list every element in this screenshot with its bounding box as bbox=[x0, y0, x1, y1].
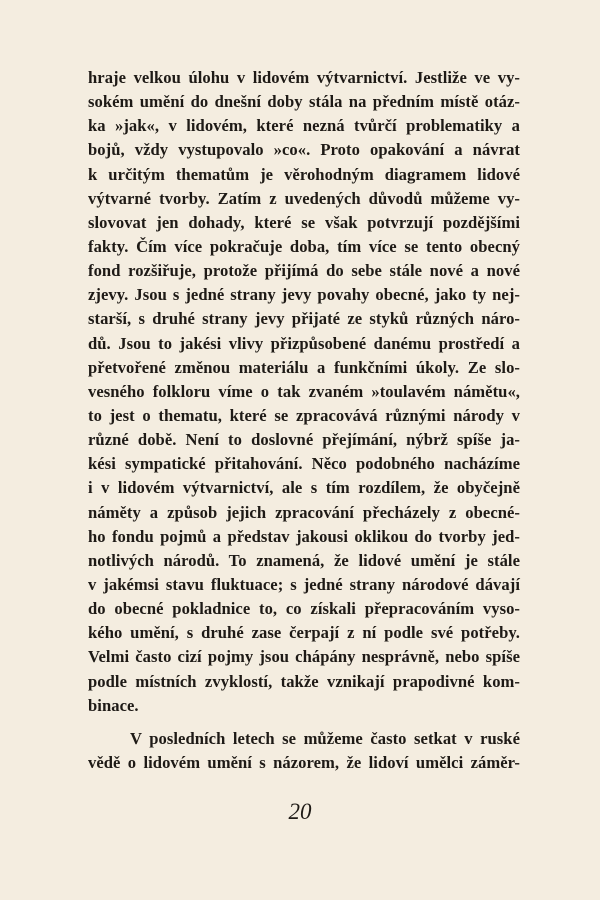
text-line: dů. Jsou to jakési vlivy přizpůsobené danému prostředí a bbox=[88, 333, 520, 353]
text-line: vesného folkloru víme o tak zvaném »toulavém námětu«, bbox=[88, 381, 520, 401]
text-line: notlivých národů. To znamená, že lidové umění je stále bbox=[88, 550, 520, 570]
body-text bbox=[88, 66, 520, 775]
text-line-indented: V posledních letech se můžeme často setkat v ruské bbox=[130, 728, 520, 748]
text-line: vědě o lidovém umění s názorem, že lidoví umělci záměr- bbox=[88, 752, 520, 772]
text-line: ho fondu pojmů a představ jakousi oklikou do tvorby jed- bbox=[88, 526, 520, 546]
text-line: k určitým thematům je věrohodným diagramem lidové bbox=[88, 164, 520, 184]
page-number: 20 bbox=[288, 799, 312, 824]
text-line: zjevy. Jsou s jedné strany jevy povahy obecné, jako ty nej- bbox=[88, 285, 520, 305]
text-line: slovovat jen dohady, které se však potvrzují pozdějšími bbox=[88, 212, 520, 232]
text-line: fond rozšiřuje, protože přijímá do sebe stále nové a nové bbox=[88, 261, 520, 281]
text-line: náměty a způsob jejich zpracování přecházely z obecné- bbox=[88, 502, 520, 522]
text-line: do obecné pokladnice to, co získali přepracováním vyso- bbox=[88, 599, 520, 619]
text-line: výtvarné tvorby. Zatím z uvedených důvodů můžeme vy- bbox=[88, 188, 520, 208]
text-line: to jest o thematu, které se zpracovává různými národy v bbox=[88, 405, 520, 425]
text-line: hraje velkou úlohu v lidovém výtvarnictví. Jestliže ve vy- bbox=[88, 68, 520, 87]
text-line: v jakémsi stavu fluktuace; s jedné strany národové dávají bbox=[88, 574, 520, 594]
text-line: ka »jak«, v lidovém, které nezná tvůrčí problematiky a bbox=[88, 116, 520, 136]
text-line: podle místních zvyklostí, takže vznikají prapodivné kom- bbox=[88, 671, 520, 691]
text-line: Velmi často cizí pojmy jsou chápány nesprávně, nebo spíše bbox=[88, 647, 520, 667]
text-line: bojů, vždy vystupovalo »co«. Proto opakování a návrat bbox=[88, 140, 520, 160]
text-line: různé době. Není to doslovné přejímání, nýbrž spíše ja- bbox=[88, 430, 520, 450]
text-line-last: binace. bbox=[88, 695, 139, 715]
text-line: sokém umění do dnešní doby stála na předním místě otáz- bbox=[88, 92, 520, 112]
paragraph-2 bbox=[88, 727, 520, 775]
text-line: i v lidovém výtvarnictví, ale s tím rozdílem, že obyčejně bbox=[88, 478, 520, 498]
paragraph-1 bbox=[88, 66, 520, 718]
text-line: fakty. Čím více pokračuje doba, tím více se tento obecný bbox=[88, 236, 520, 256]
text-line: starší, s druhé strany jevy přijaté ze styků různých náro- bbox=[88, 309, 520, 329]
paragraph-gap bbox=[88, 718, 520, 727]
text-line: přetvořené změnou materiálu a funkčními úkoly. Ze slo- bbox=[88, 357, 520, 377]
text-line: kého umění, s druhé zase čerpají z ní podle své potřeby. bbox=[88, 623, 520, 643]
text-line: kési sympatické přitahování. Něco podobného nacházíme bbox=[88, 454, 520, 474]
